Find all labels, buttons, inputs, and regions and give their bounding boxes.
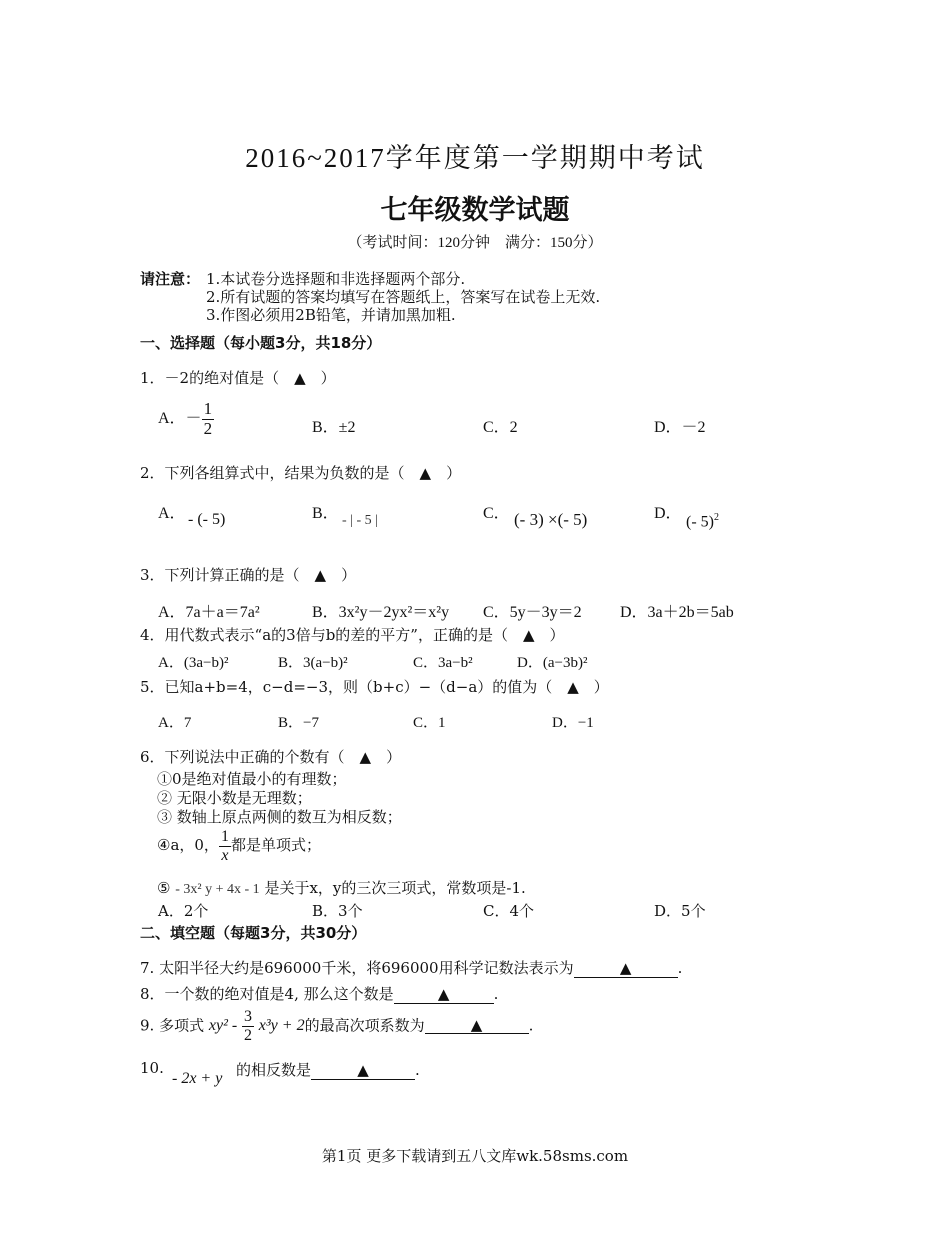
q5-option-d: D．−1	[552, 715, 594, 731]
exam-subtitle: 七年级数学试题	[380, 195, 570, 226]
question-6-stem: 6．下列说法中正确的个数有（ ▲ ）	[140, 748, 402, 766]
q4-option-b: B．3(a−b)²	[278, 655, 348, 671]
notice-item-3: 3.作图必须用2B铅笔，并请加黑加粗.	[206, 306, 456, 324]
q2-option-c-expr: (- 3) ×(- 5)	[514, 510, 588, 529]
question-8-text: 8．一个数的绝对值是4, 那么这个数是	[140, 985, 394, 1003]
period: .	[528, 1016, 534, 1035]
period: .	[677, 959, 683, 977]
q1-option-c: C．2	[483, 419, 518, 436]
q6-option-d: D．5个	[654, 902, 706, 920]
question-2-stem: 2．下列各组算式中，结果为负数的是（ ▲ ）	[140, 464, 462, 482]
q2-option-a-expr: - (- 5)	[188, 511, 226, 528]
question-10-prefix: 10.	[140, 1059, 164, 1077]
q2-option-d-label: D．	[654, 505, 682, 522]
question-10	[236, 1059, 420, 1080]
q6-option-c: C．4个	[483, 902, 535, 920]
question-1-stem: 1．－2的绝对值是（ ▲ ）	[140, 369, 336, 387]
question-4-stem: 4．用代数式表示“a的3倍与b的差的平方”，正确的是（ ▲ ）	[140, 626, 565, 644]
q3-option-b: B．3x²y－2yx²＝x²y	[312, 604, 450, 621]
question-9	[140, 1008, 533, 1044]
section-heading: 一、选择题（每小题3分，共18分）	[140, 334, 382, 352]
question-7	[140, 957, 682, 978]
page-footer: 第1页 更多下载请到五八文库wk.58sms.com	[321, 1147, 629, 1165]
expr-part-2: x³y + 2	[258, 1017, 305, 1035]
q2-option-d-expr	[686, 512, 719, 531]
section-heading: 二、填空题（每题3分，共30分）	[140, 924, 367, 942]
question-10-suffix: 的相反数是	[236, 1061, 312, 1079]
q1-option-a	[158, 400, 214, 438]
statement-4	[157, 828, 321, 864]
statement-5-expr: - 3x² y + 4x - 1	[175, 882, 260, 897]
q1-option-b: B．±2	[312, 419, 356, 436]
period: .	[415, 1061, 420, 1079]
q5-option-a: A．7	[158, 715, 192, 731]
power-base: (- 5)	[686, 513, 714, 531]
period: .	[493, 985, 499, 1003]
q5-option-b: B．−7	[278, 715, 319, 731]
notice-item-2: 2.所有试题的答案均填写在答题纸上，答案写在试卷上无效.	[206, 288, 601, 306]
question-3-stem: 3．下列计算正确的是（ ▲ ）	[140, 566, 357, 584]
q4-option-d: D．(a−3b)²	[517, 655, 588, 671]
answer-blank: ▲	[574, 959, 678, 978]
q2-option-c-label: C．	[483, 505, 510, 522]
q3-option-c: C．5y－3y＝2	[483, 604, 582, 621]
answer-blank: ▲	[394, 985, 494, 1004]
q3-option-d: D．3a＋2b＝5ab	[620, 604, 734, 621]
statement-5	[157, 877, 526, 898]
q5-option-c: C．1	[413, 715, 446, 731]
q4-option-c: C．3a−b²	[413, 655, 473, 671]
question-9-suffix: 的最高次项系数为	[304, 1016, 425, 1035]
notice-label: 请注意：	[140, 270, 201, 288]
fraction-denominator: 2	[243, 1026, 252, 1044]
fraction-denominator: 2	[203, 418, 213, 438]
question-5-stem: 5．已知a+b=4，c−d=−3，则（b+c）−（d−a）的值为（ ▲ ）	[140, 678, 609, 696]
question-8	[140, 983, 498, 1004]
fraction-denominator: x	[221, 846, 229, 864]
q2-option-a-label: A．	[158, 505, 186, 522]
q1-option-d: D．－2	[654, 419, 706, 436]
q6-option-b: B．3个	[312, 902, 363, 920]
fraction-numerator: 1	[220, 828, 229, 845]
statement-5-prefix: ⑤	[157, 879, 171, 897]
answer-blank: ▲	[425, 1018, 529, 1034]
statement-4-prefix: ④a，0，	[157, 836, 219, 855]
statement-2: ② 无限小数是无理数；	[157, 789, 312, 807]
option-label: A．－	[158, 409, 202, 427]
exam-info: （考试时间：120分钟 满分：150分）	[347, 235, 603, 251]
statement-4-suffix: 都是单项式；	[230, 836, 321, 855]
statement-3: ③ 数轴上原点两侧的数互为相反数；	[157, 808, 402, 826]
question-10-expr: - 2x + y	[172, 1070, 223, 1087]
exam-title: 2016~2017学年度第一学期期中考试	[245, 143, 705, 173]
question-7-text: 7. 太阳半径大约是696000千米，将696000用科学记数法表示为	[140, 959, 574, 977]
statement-5-suffix: 是关于x，y的三次三项式，常数项是-1.	[264, 879, 526, 897]
fraction-numerator: 1	[203, 399, 213, 418]
answer-blank: ▲	[311, 1061, 415, 1080]
fraction-numerator: 3	[243, 1008, 252, 1025]
q2-option-b-label: B．	[312, 505, 339, 522]
power-exponent: 2	[713, 512, 719, 523]
notice-item-1: 1.本试卷分选择题和非选择题两个部分.	[206, 270, 466, 288]
q2-option-b-expr: - | - 5 |	[342, 513, 378, 528]
statement-1: ①0是绝对值最小的有理数；	[157, 770, 347, 788]
q6-option-a: A．2个	[158, 902, 209, 920]
q4-option-a: A．(3a−b)²	[158, 655, 229, 671]
q3-option-a: A．7a＋a＝7a²	[158, 604, 260, 621]
question-9-prefix: 9. 多项式	[140, 1016, 205, 1035]
expr-part-1: xy² -	[208, 1017, 238, 1035]
